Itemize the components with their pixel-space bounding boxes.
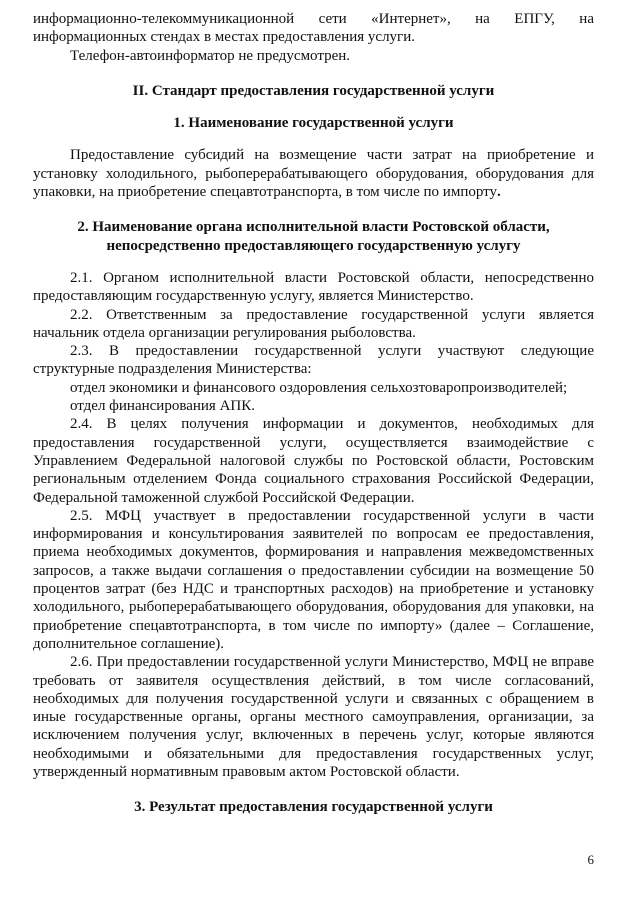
service-name-paragraph <box>33 146 594 201</box>
subsection-1-heading: 1. Наименование государственной услуги <box>173 115 454 132</box>
subsection-3-heading: 3. Результат предоставления государственной услуги <box>134 799 493 816</box>
section-ii-heading: II. Стандарт предоставления государственной услуги <box>132 82 495 99</box>
intro-paragraph: информационно-телекоммуникационной сети «Интернет», на ЕПГУ, на информационных стендах в местах предоставления услуги. <box>33 11 594 46</box>
paragraph-2-6: 2.6. При предоставлении государственной услуги Министерство, МФЦ не вправе требовать от заявителя осуществления действий, в том числе согласований, необходимых для получения государственной услуги и связанных с обращением в иные государственные органы, органы местного самоуправления, организации, за исключением получения услуг, включенных в перечень услуг, которые являются необходимыми и обязательными для предоставления государственных услуг, утвержденный нормативным правовым актом Ростовской области. <box>33 654 594 780</box>
autoinformer-note: Телефон-автоинформатор не предусмотрен. <box>70 47 351 64</box>
page-number: 6 <box>587 852 594 867</box>
paragraph-2-3: 2.3. В предоставлении государственной услуги участвуют следующие структурные подразделения Министерства: <box>33 343 594 378</box>
paragraph-2-2: 2.2. Ответственным за предоставление государственной услуги является начальник отдела организации регулирования рыболовства. <box>33 306 594 341</box>
service-name-text: Предоставление субсидий на возмещение части затрат на приобретение и установку холодильного, рыбоперерабатывающего оборудования, оборудования для упаковки, на приобретение спецавтотранспорта, в том числе по импорту <box>33 147 594 201</box>
paragraph-2-5: 2.5. МФЦ участвует в предоставлении государственной услуги в части информирования и консультирования заявителей по вопросам ее предоставления, приема необходимых документов, формирования и направления межведомственных запросов, а также выдачи соглашения о предоставлении субсидии на возмещение 50 процентов затрат (без НДС и транспортных расходов) на приобретение и установку холодильного, рыбоперерабатывающего оборудования, оборудования для упаковки, на приобретение спецавтотранспорта, в том числе по импорту» (далее – Соглашение, дополнительное соглашение). <box>33 507 594 652</box>
paragraph-2-4: 2.4. В целях получения информации и документов, необходимых для предоставления государственной услуги, осуществляется взаимодействие с Управлением Федеральной налоговой службы по Ростовской области, Ростовским региональным отделением Фонда социального страхования Российской Федерации, Федеральной таможенной службой Российской Федерации. <box>33 416 594 506</box>
document-page <box>33 10 594 817</box>
paragraph-2-1: 2.1. Органом исполнительной власти Ростовской области, непосредственно предоставляющим государственную услугу, является Министерство. <box>33 269 594 305</box>
subsection-2-heading-line2: непосредственно предоставляющего государственную услугу <box>106 237 521 254</box>
paragraph-2-3-item-economics: отдел экономики и финансового оздоровления сельхозтоваропроизводителей; <box>70 379 568 396</box>
service-name-period: . <box>497 184 501 201</box>
paragraph-2-3-item-finance: отдел финансирования АПК. <box>70 398 255 415</box>
subsection-2-heading-line1: 2. Наименование органа исполнительной власти Ростовской области, <box>77 219 550 236</box>
subsection-2-heading <box>33 218 594 255</box>
